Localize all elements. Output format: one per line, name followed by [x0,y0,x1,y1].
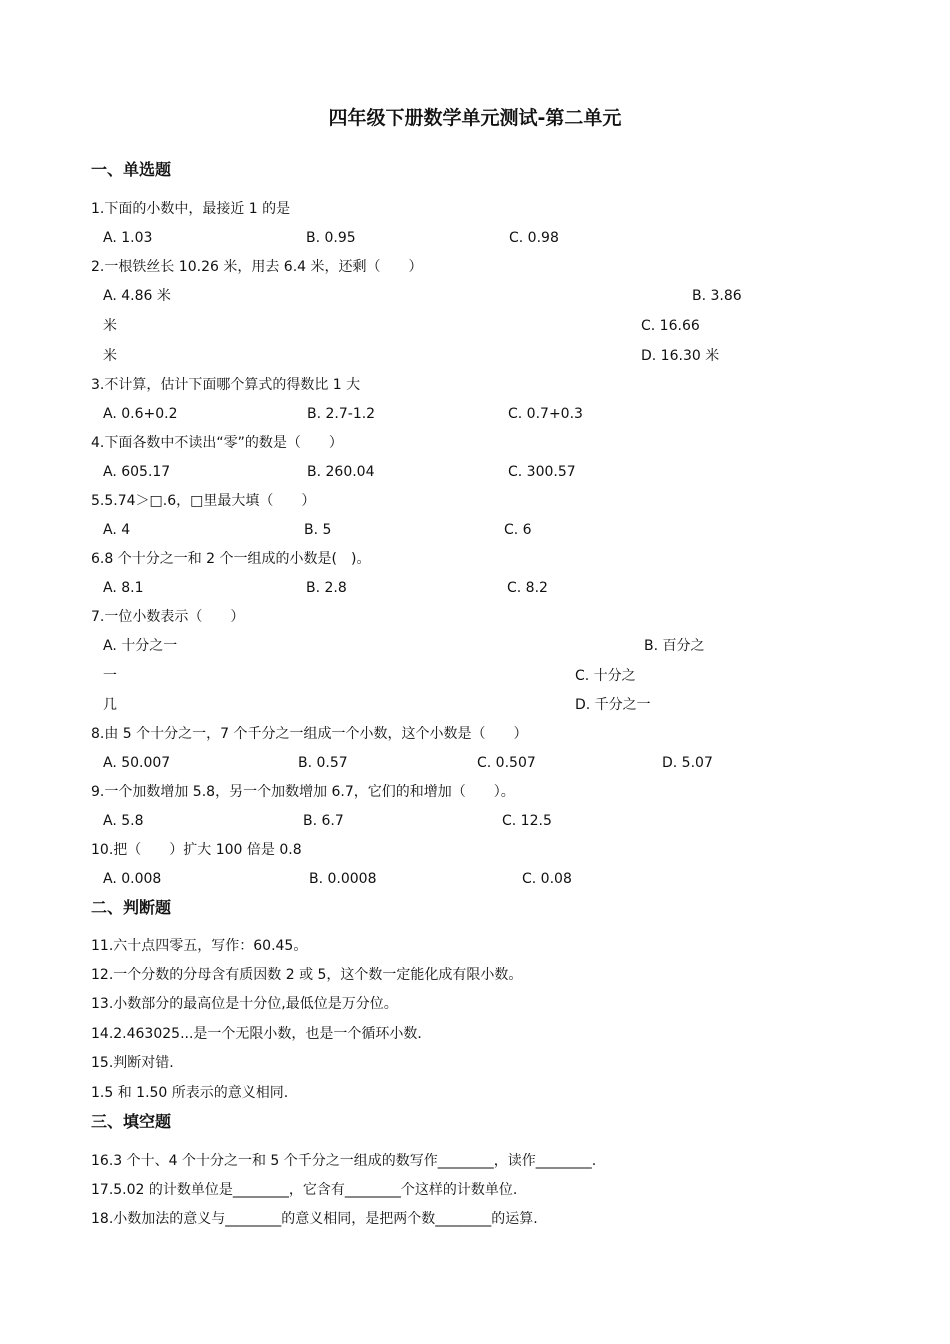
section-heading-single-choice: 一、单选题 [91,160,172,179]
question-1-stem: 1.下面的小数中，最接近 1 的是 [91,201,291,217]
question-9-option-a: A. 5.8 [103,813,144,829]
question-9-option-b: B. 6.7 [303,813,344,829]
question-7-option-a: A. 十分之一 [103,638,178,654]
question-2-option-b-unit: 米 [103,318,117,334]
question-15: 15.判断对错. [91,1055,174,1071]
question-7-option-b-tail: 一 [103,668,117,684]
question-14: 14.2.463025...是一个无限小数，也是一个循环小数． [91,1026,432,1042]
question-5-stem: 5.5.74＞□.6，□里最大填（ ） [91,493,316,509]
question-6-option-a: A. 8.1 [103,580,144,596]
question-4-option-a: A. 605.17 [103,464,171,480]
question-4-option-b: B. 260.04 [307,464,375,480]
question-8-option-d: D. 5.07 [662,755,713,771]
question-4-stem: 4.下面各数中不读出“零”的数是（ ） [91,435,343,451]
question-2-option-a: A. 4.86 米 [103,288,171,304]
question-3-option-a: A. 0.6+0.2 [103,406,178,422]
question-9-option-c: C. 12.5 [502,813,552,829]
question-7-option-b: B. 百分之 [644,638,705,654]
question-2-option-b: B. 3.86 [692,288,742,304]
question-16: 16.3 个十、4 个十分之一和 5 个千分之一组成的数写作________，读作________. [91,1153,597,1169]
question-8-option-b: B. 0.57 [298,755,348,771]
question-1-option-c: C. 0.98 [509,230,559,246]
question-7-option-d: D. 千分之一 [575,697,651,713]
question-6-option-b: B. 2.8 [306,580,347,596]
question-12: 12.一个分数的分母含有质因数 2 或 5，这个数一定能化成有限小数。 [91,967,523,983]
question-7-option-c-tail: 几 [103,697,117,713]
question-2-option-d: D. 16.30 米 [641,348,720,364]
question-10-option-a: A. 0.008 [103,871,162,887]
question-9-stem: 9.一个加数增加 5.8，另一个加数增加 6.7，它们的和增加（ ）。 [91,784,515,800]
page-title: 四年级下册数学单元测试-第二单元 [328,107,622,129]
question-5-option-b: B. 5 [304,522,332,538]
question-15-statement: 1.5 和 1.50 所表示的意义相同. [91,1085,289,1101]
question-1-option-a: A. 1.03 [103,230,153,246]
question-3-option-b: B. 2.7-1.2 [307,406,376,422]
question-8-option-c: C. 0.507 [477,755,536,771]
question-4-option-c: C. 300.57 [508,464,576,480]
question-3-stem: 3.不计算，估计下面哪个算式的得数比 1 大 [91,377,361,393]
question-7-option-c: C. 十分之 [575,668,636,684]
question-2-stem: 2.一根铁丝长 10.26 米，用去 6.4 米，还剩（ ） [91,259,423,275]
question-3-option-c: C. 0.7+0.3 [508,406,583,422]
question-6-option-c: C. 8.2 [507,580,548,596]
section-heading-fill-blank: 三、填空题 [91,1112,172,1131]
question-2-option-c-unit: 米 [103,348,117,364]
question-10-stem: 10.把（ ）扩大 100 倍是 0.8 [91,842,302,858]
question-10-option-b: B. 0.0008 [309,871,377,887]
question-10-option-c: C. 0.08 [522,871,572,887]
question-18: 18.小数加法的意义与________的意义相同，是把两个数________的运算. [91,1211,538,1227]
question-6-stem: 6.8 个十分之一和 2 个一组成的小数是( )。 [91,551,371,567]
question-13: 13.小数部分的最高位是十分位,最低位是万分位。 [91,996,398,1012]
question-2-option-c: C. 16.66 [641,318,700,334]
question-8-stem: 8.由 5 个十分之一，7 个千分之一组成一个小数，这个小数是（ ） [91,726,528,742]
question-5-option-c: C. 6 [504,522,532,538]
section-heading-true-false: 二、判断题 [91,898,172,917]
question-7-stem: 7.一位小数表示（ ） [91,609,245,625]
question-5-option-a: A. 4 [103,522,131,538]
question-8-option-a: A. 50.007 [103,755,171,771]
question-11: 11.六十点四零五，写作：60.45。 [91,938,308,954]
question-1-option-b: B. 0.95 [306,230,356,246]
question-17: 17.5.02 的计数单位是________，它含有________个这样的计数单位. [91,1182,518,1198]
